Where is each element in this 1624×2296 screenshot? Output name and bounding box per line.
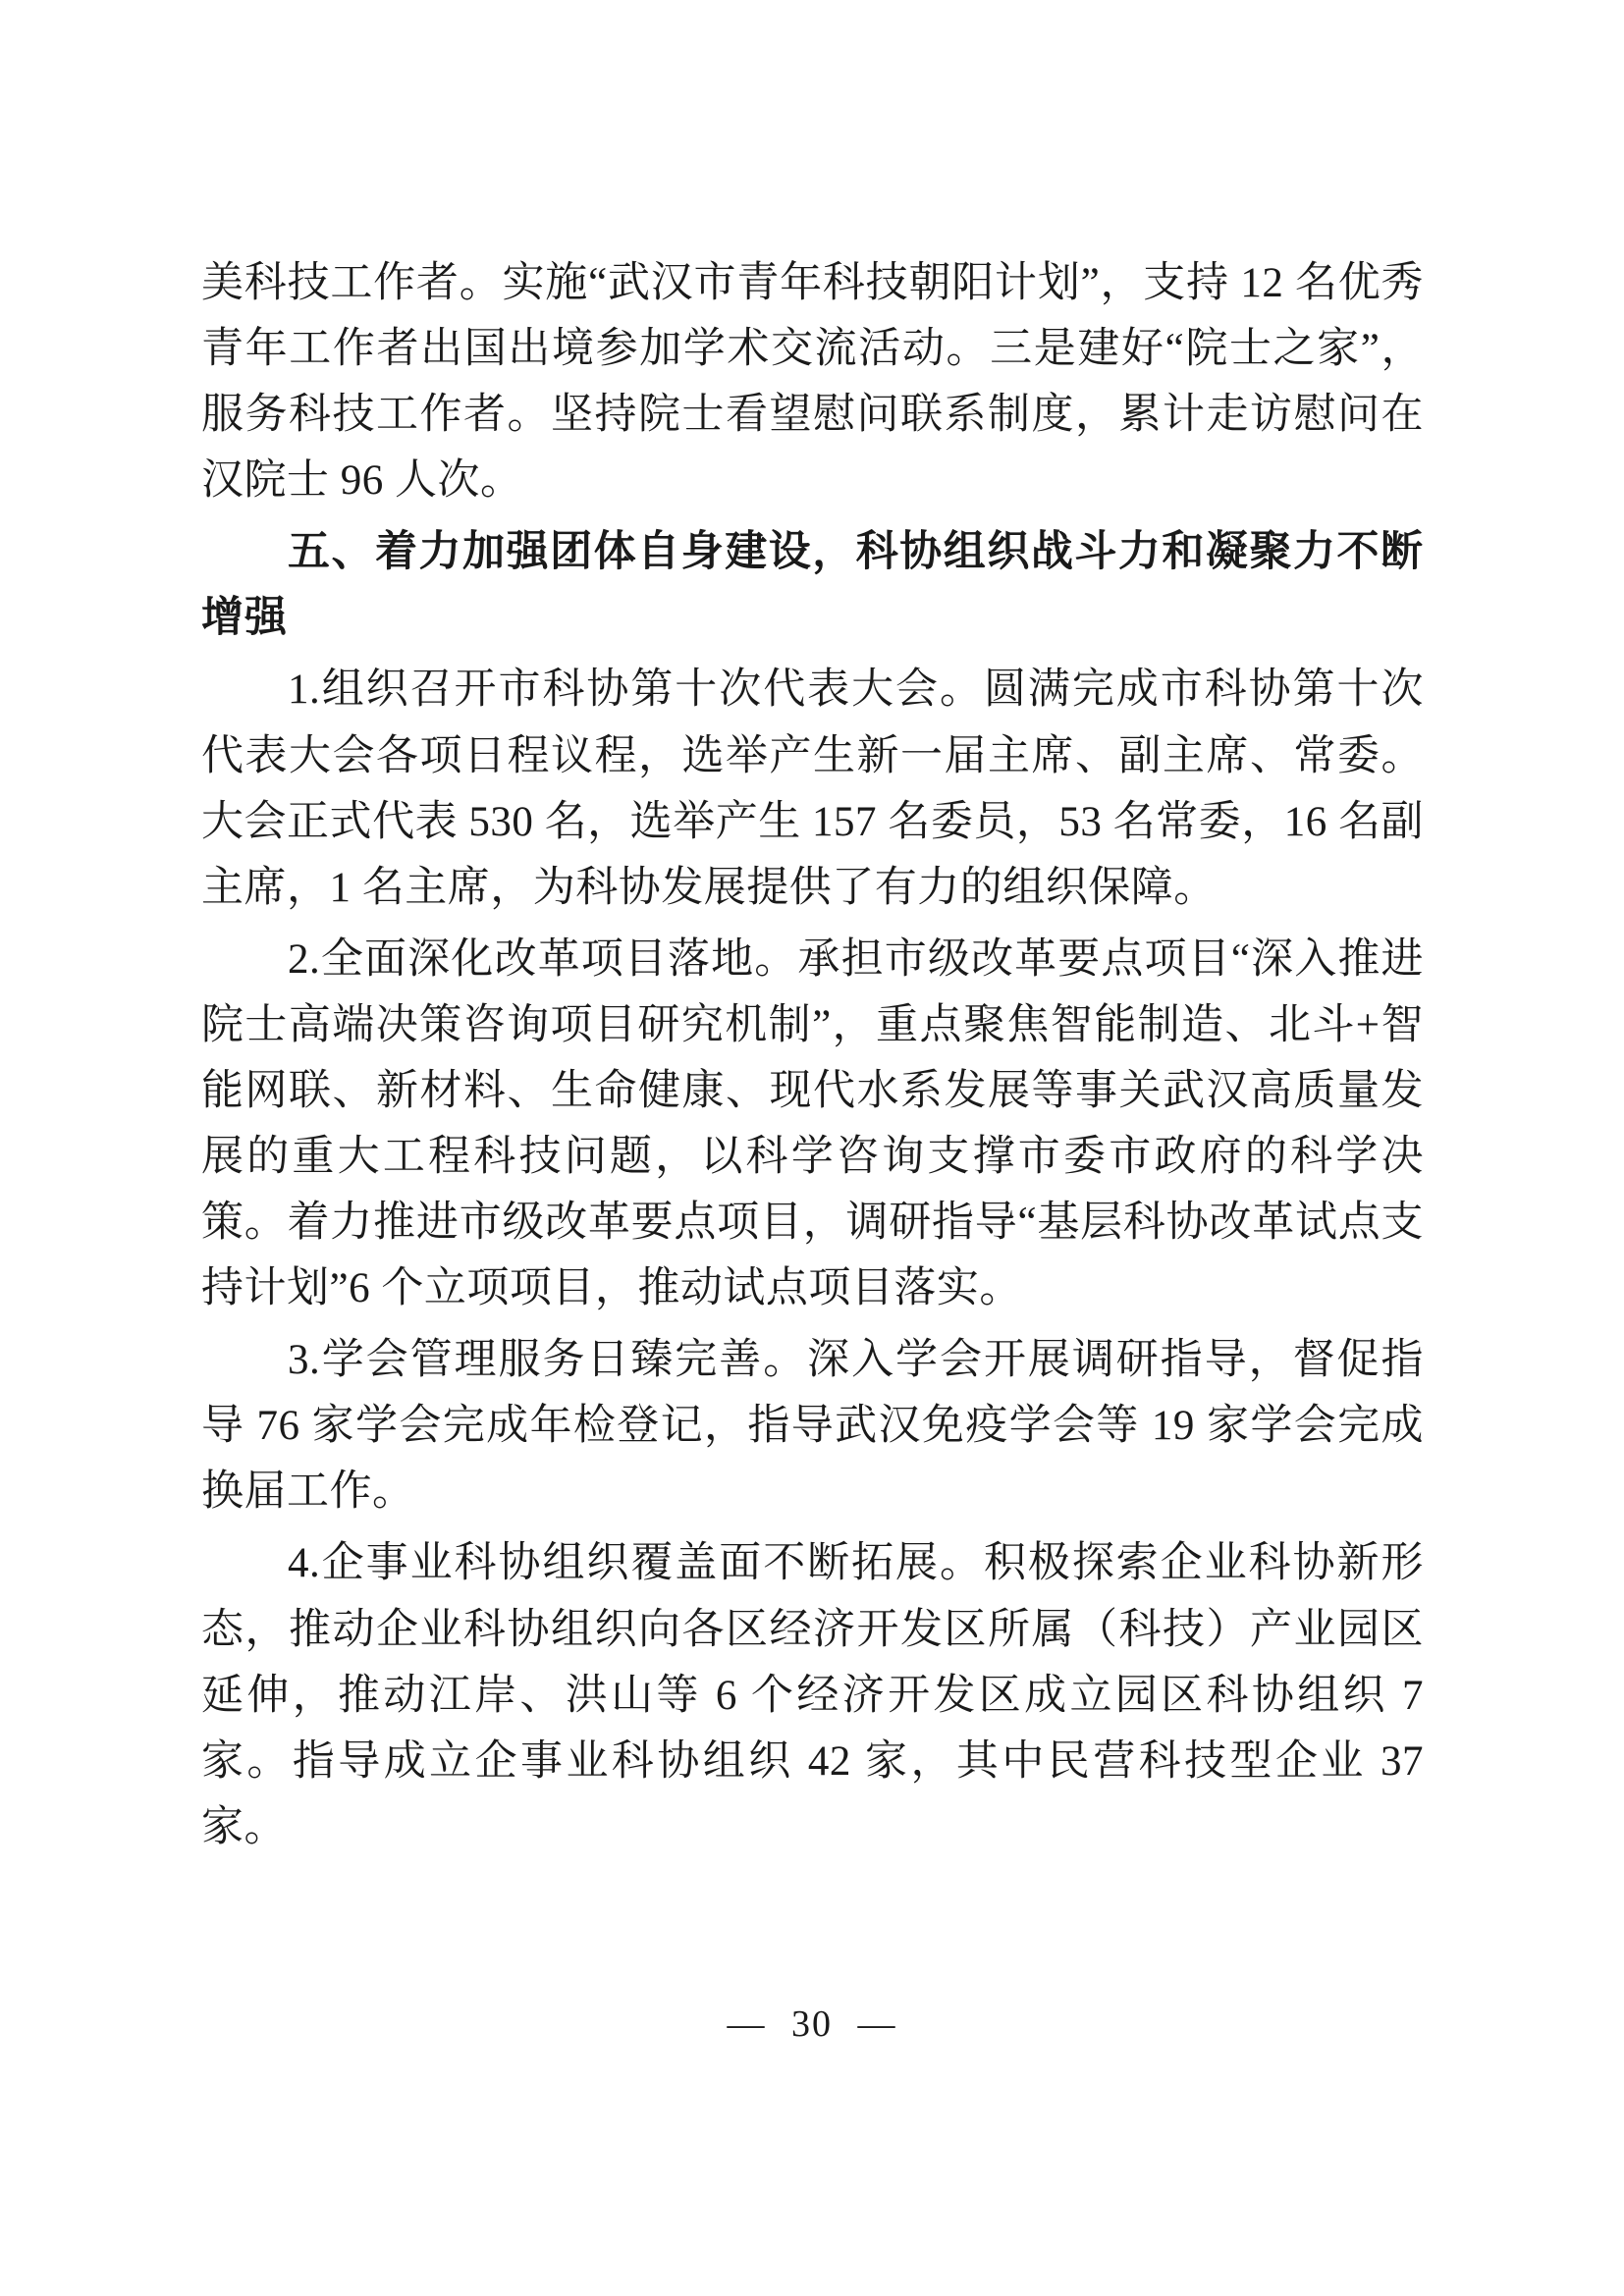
paragraph-continued: 美科技工作者。实施“武汉市青年科技朝阳计划”，支持 12 名优秀青年工作者出国出境参加学术交流活动。三是建好“院士之家”，服务科技工作者。坚持院士看望慰问联系制度，累计走访慰问在汉院士 96 人次。 (201, 260, 1424, 505)
paragraph-item-3: 3.学会管理服务日臻完善。深入学会开展调研指导，督促指导 76 家学会完成年检登记，指导武汉免疫学会等 19 家学会完成换届工作。 (201, 1337, 1424, 1516)
footer-dash-left: — (727, 2003, 767, 2045)
footer-dash-right: — (857, 2003, 897, 2045)
section-heading: 五、着力加强团体自身建设，科协组织战斗力和凝聚力不断增强 (201, 529, 1424, 642)
page-number: 30 (791, 2003, 833, 2045)
paragraph-item-4: 4.企事业科协组织覆盖面不断拓展。积极探索企业科协新形态，推动企业科协组织向各区经济开发区所属（科技）产业园区延伸，推动江岸、洪山等 6 个经济开发区成立园区科协组织 7 家。指导成立企事业科协组织 42 家，其中民营科技型企业 37 家。 (201, 1540, 1424, 1850)
paragraph-item-2: 2.全面深化改革项目落地。承担市级改革要点项目“深入推进院士高端决策咨询项目研究机制”，重点聚焦智能制造、北斗+智能网联、新材料、生命健康、现代水系发展等事关武汉高质量发展的重大工程科技问题，以科学咨询支撑市委市政府的科学决策。着力推进市级改革要点项目，调研指导“基层科协改革试点支持计划”6 个立项项目，推动试点项目落实。 (201, 935, 1424, 1312)
page-body (201, 250, 1424, 1866)
paragraph-item-1: 1.组织召开市科协第十次代表大会。圆满完成市科协第十次代表大会各项日程议程，选举产生新一届主席、副主席、常委。大会正式代表 530 名，选举产生 157 名委员，53 名常委，16 名副主席，1 名主席，为科协发展提供了有力的组织保障。 (201, 667, 1424, 911)
page-footer (0, 2002, 1624, 2046)
